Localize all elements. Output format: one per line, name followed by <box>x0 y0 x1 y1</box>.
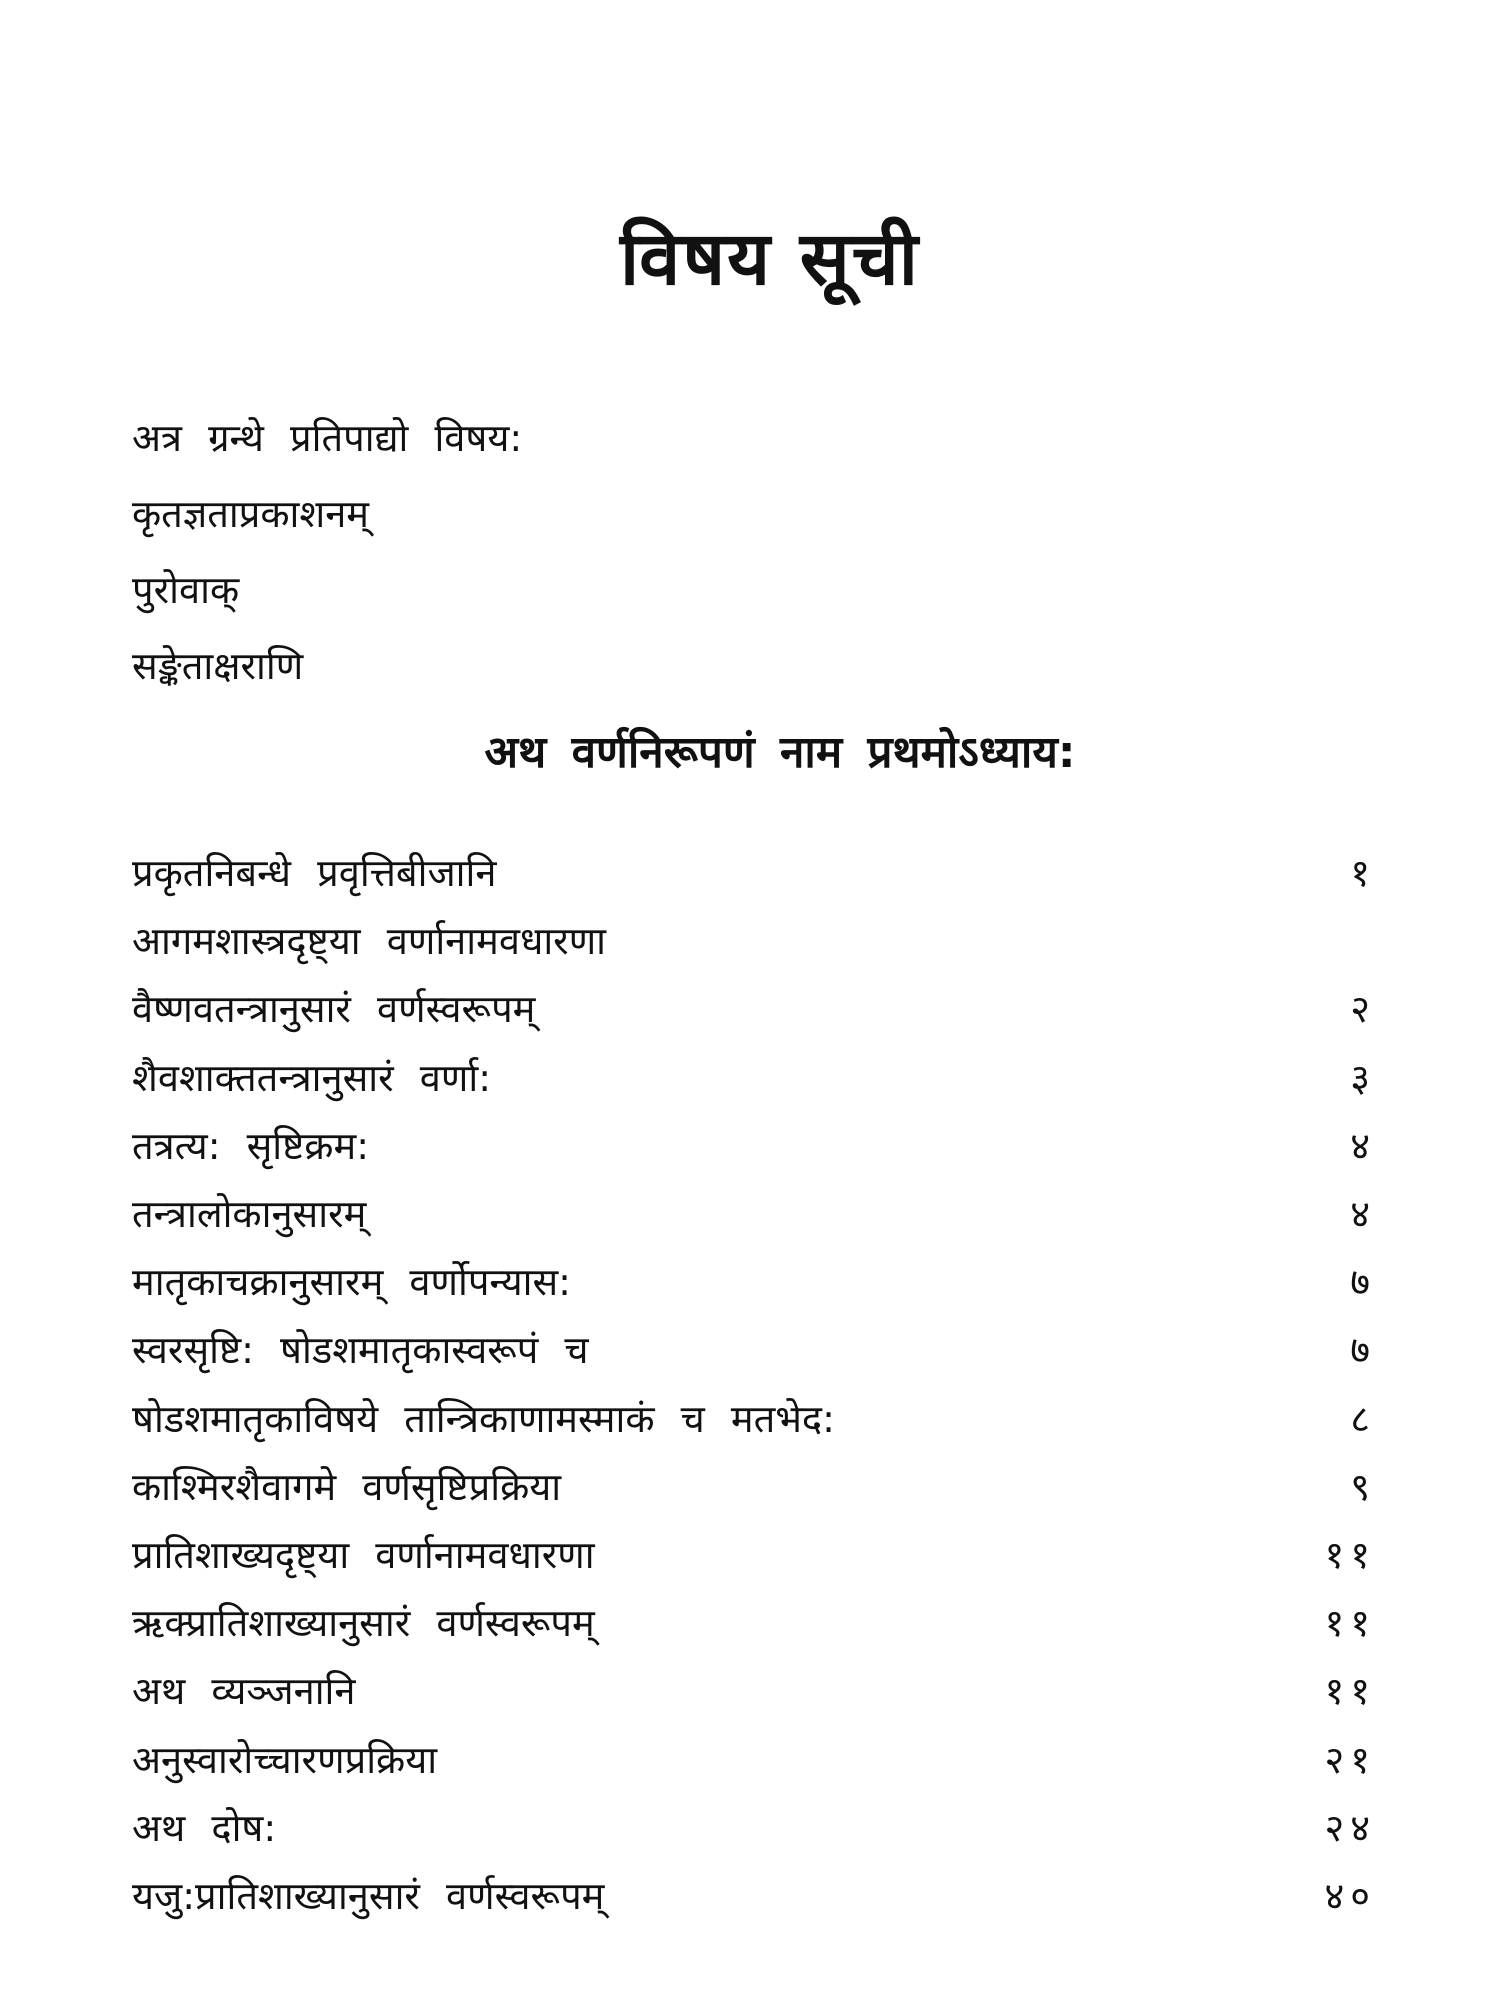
toc-row <box>132 974 1382 1042</box>
toc-list <box>132 838 1382 1929</box>
toc-entry-label: अथ दोष: <box>132 1805 277 1850</box>
toc-row <box>132 1588 1382 1656</box>
toc-page-number: ४ <box>1350 1192 1376 1237</box>
toc-row <box>132 1179 1382 1247</box>
toc-entry-label: ऋक्प्रातिशाख्यानुसारं वर्णस्वरूपम् <box>132 1601 595 1646</box>
front-matter-item: सङ्केताक्षराणि <box>132 644 304 688</box>
toc-entry-label: अनुस्वारोच्चारणप्रक्रिया <box>132 1737 438 1782</box>
toc-entry-label: अथ व्यञ्जनानि <box>132 1669 356 1714</box>
toc-row <box>132 1656 1382 1724</box>
toc-entry-label: तत्रत्य: सृष्टिक्रम: <box>132 1123 370 1168</box>
toc-page-number: ९ <box>1350 1464 1376 1509</box>
front-matter-item: अत्र ग्रन्थे प्रतिपाद्यो विषय: <box>132 416 523 460</box>
front-matter-item: पुरोवाक् <box>132 568 240 612</box>
toc-row <box>132 1520 1382 1588</box>
toc-entry-label: षोडशमातृकाविषये तान्त्रिकाणामस्माकं च मतभेद: <box>132 1396 835 1441</box>
toc-page-number: ८ <box>1350 1396 1376 1441</box>
chapter-heading: अथ वर्णनिरूपणं नाम प्रथमोऽध्याय: <box>484 727 1076 778</box>
toc-entry-label: काश्मिरशैवागमे वर्णसृष्टिप्रक्रिया <box>132 1464 562 1509</box>
toc-page-number: ४० <box>1324 1873 1376 1918</box>
toc-row <box>132 1452 1382 1520</box>
front-matter-list <box>132 400 1032 704</box>
toc-page-number: ३ <box>1350 1055 1376 1100</box>
page-title: विषय सूची <box>620 216 920 302</box>
toc-row <box>132 1043 1382 1111</box>
toc-page-number: ४ <box>1350 1123 1376 1168</box>
toc-row <box>132 906 1382 974</box>
toc-entry-label: मातृकाचक्रानुसारम् वर्णोपन्यास: <box>132 1260 571 1305</box>
toc-page-number: ७ <box>1350 1328 1376 1373</box>
toc-row <box>132 1111 1382 1179</box>
toc-row <box>132 1247 1382 1315</box>
toc-page-number: ११ <box>1324 1532 1376 1577</box>
toc-page-number: २४ <box>1324 1805 1376 1850</box>
toc-entry-label: वैष्णवतन्त्रानुसारं वर्णस्वरूपम् <box>132 987 536 1032</box>
toc-entry-label: प्रकृतनिबन्धे प्रवृत्तिबीजानि <box>132 851 497 896</box>
toc-page-number: १ <box>1350 851 1376 896</box>
toc-entry-label: प्रातिशाख्यदृष्ट्या वर्णानामवधारणा <box>132 1532 595 1577</box>
toc-row <box>132 1861 1382 1929</box>
toc-row <box>132 1793 1382 1861</box>
toc-row <box>132 1724 1382 1792</box>
toc-page-number: ११ <box>1324 1601 1376 1646</box>
toc-page-number: २ <box>1350 987 1376 1032</box>
toc-entry-label: स्वरसृष्टि: षोडशमातृकास्वरूपं च <box>132 1328 589 1373</box>
toc-row <box>132 838 1382 906</box>
toc-page-number: ७ <box>1350 1260 1376 1305</box>
toc-entry-label: तन्त्रालोकानुसारम् <box>132 1192 367 1237</box>
toc-entry-label: शैवशाक्ततन्त्रानुसारं वर्णा: <box>132 1055 491 1100</box>
toc-entry-label: यजु:प्रातिशाख्यानुसारं वर्णस्वरूपम् <box>132 1873 605 1918</box>
toc-page-number: ११ <box>1324 1669 1376 1714</box>
toc-row <box>132 1315 1382 1383</box>
front-matter-item: कृतज्ञताप्रकाशनम् <box>132 492 370 536</box>
toc-entry-label: आगमशास्त्रदृष्ट्या वर्णानामवधारणा <box>132 919 607 964</box>
toc-row <box>132 1384 1382 1452</box>
toc-page-number: २१ <box>1324 1737 1376 1782</box>
